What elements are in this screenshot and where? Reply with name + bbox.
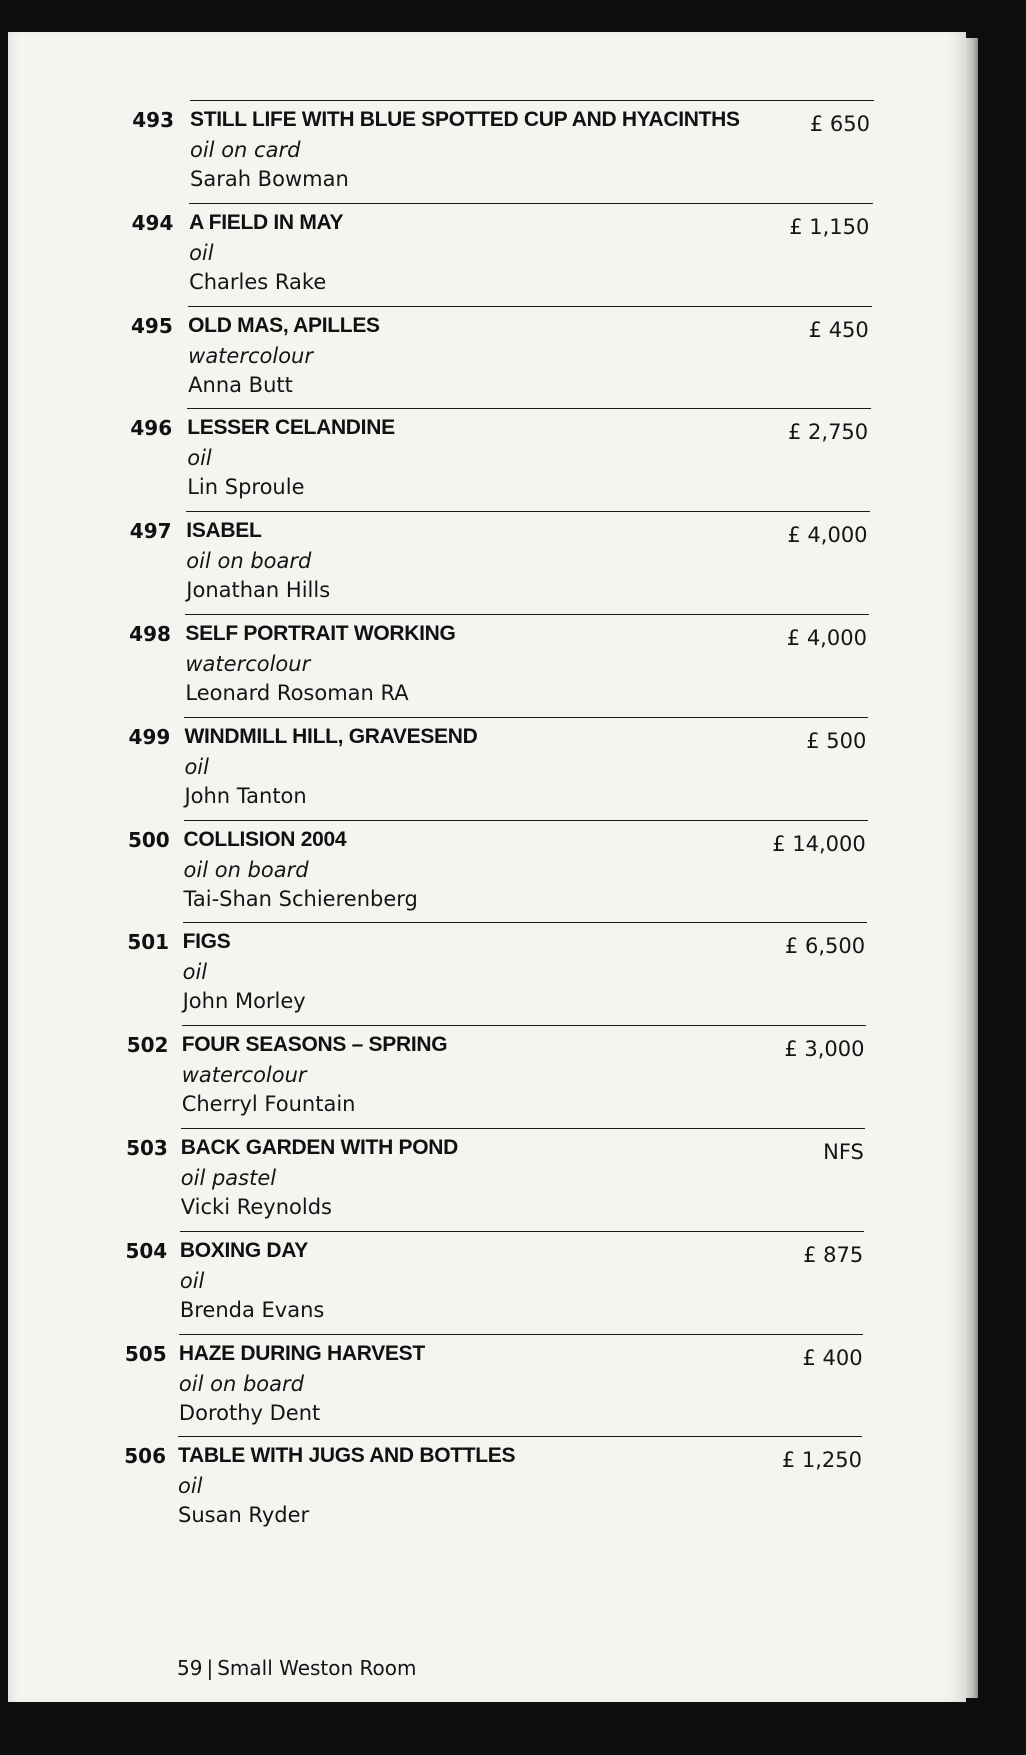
entry-medium: oil on board [186, 549, 312, 574]
entry-divider [187, 408, 871, 409]
entry-divider [185, 614, 869, 615]
entry-medium: oil [184, 754, 209, 779]
entry-divider [184, 717, 868, 718]
entry-artist: John Tanton [184, 783, 307, 808]
entry-artist: Charles Rake [189, 269, 327, 294]
entry-price: £ 3,000 [784, 1037, 865, 1062]
catalogue-entry [0, 1436, 1026, 1536]
entry-title: A FIELD IN MAY [189, 210, 344, 234]
entry-artist: Tai-Shan Schierenberg [183, 886, 418, 911]
entry-price: £ 875 [803, 1242, 864, 1267]
entry-number: 505 [124, 1341, 167, 1366]
entry-divider [188, 306, 872, 307]
entry-price: £ 400 [802, 1345, 863, 1370]
entry-divider [182, 1025, 866, 1026]
entry-title: HAZE DURING HARVEST [178, 1341, 425, 1365]
page-number: 59 [177, 1656, 203, 1680]
entry-number: 498 [129, 622, 171, 646]
entry-medium: oil on card [190, 138, 301, 162]
footer-separator: | [206, 1656, 214, 1680]
entry-divider [190, 100, 874, 101]
entry-title: LESSER CELANDINE [187, 416, 395, 440]
catalogue-entry [0, 511, 1026, 611]
entry-medium: oil [178, 1474, 203, 1499]
catalogue-entry [0, 1334, 1026, 1434]
entry-title: ISABEL [186, 519, 262, 543]
entry-price: £ 1,250 [781, 1448, 862, 1473]
entry-title: TABLE WITH JUGS AND BOTTLES [178, 1444, 516, 1468]
entry-divider [183, 922, 867, 923]
entry-divider [181, 1128, 865, 1129]
entry-number: 506 [124, 1444, 166, 1469]
entry-title: BOXING DAY [179, 1238, 308, 1262]
entry-number: 502 [126, 1033, 169, 1058]
catalogue-entry [0, 306, 1026, 406]
entry-number: 497 [129, 519, 172, 544]
entry-artist: Dorothy Dent [178, 1400, 321, 1425]
catalogue-entry [0, 203, 1026, 303]
entry-divider [180, 1231, 864, 1232]
entry-medium: oil on board [183, 857, 309, 882]
entry-artist: Brenda Evans [179, 1297, 325, 1322]
catalogue-entry [0, 408, 1026, 508]
entry-divider [178, 1436, 862, 1437]
entry-title: STILL LIFE WITH BLUE SPOTTED CUP AND HYACINTHS [190, 108, 740, 131]
entry-price: NFS [823, 1140, 864, 1164]
catalogue-entry [0, 717, 1026, 817]
entry-artist: Cherryl Fountain [181, 1092, 356, 1117]
entry-medium: oil [189, 240, 214, 265]
entry-price: £ 450 [808, 317, 869, 342]
entry-number: 495 [131, 313, 173, 338]
entry-artist: Susan Ryder [178, 1503, 310, 1528]
entry-title: COLLISION 2004 [183, 827, 347, 851]
entry-title: FOUR SEASONS – SPRING [181, 1033, 448, 1057]
entry-artist: Sarah Bowman [190, 167, 349, 191]
entry-title: WINDMILL HILL, GRAVESEND [184, 724, 478, 748]
entry-number: 496 [130, 416, 173, 441]
entry-price: £ 1,150 [789, 214, 870, 239]
entry-divider [179, 1334, 863, 1335]
entry-medium: oil [182, 960, 208, 985]
entry-number: 500 [127, 827, 170, 852]
entry-divider [186, 511, 870, 512]
entry-title: SELF PORTRAIT WORKING [185, 622, 456, 645]
entry-medium: oil on board [178, 1371, 304, 1396]
entry-title: OLD MAS, APILLES [188, 313, 380, 337]
catalogue-entry [0, 1128, 1026, 1228]
entry-number: 499 [128, 724, 171, 749]
entry-artist: Jonathan Hills [186, 578, 331, 603]
catalogue-entry [0, 100, 1026, 200]
entry-title: BACK GARDEN WITH POND [180, 1136, 458, 1159]
entry-price: £ 500 [806, 728, 867, 753]
entry-artist: Anna Butt [188, 372, 293, 397]
entry-number: 501 [127, 930, 170, 955]
catalogue-entry [0, 614, 1026, 714]
entry-artist: Leonard Rosoman RA [185, 681, 409, 705]
catalogue-entry [0, 922, 1026, 1022]
entry-price: £ 4,000 [787, 523, 868, 548]
catalogue-entry [0, 1025, 1026, 1125]
page-footer [177, 1656, 417, 1680]
entry-artist: Vicki Reynolds [180, 1195, 332, 1219]
entry-medium: oil pastel [180, 1166, 277, 1190]
entry-medium: oil [187, 446, 212, 471]
entry-price: £ 650 [809, 112, 870, 136]
entry-artist: Lin Sproule [187, 475, 305, 500]
catalogue-entry [0, 1231, 1026, 1331]
entry-artist: John Morley [182, 989, 306, 1014]
entry-number: 503 [126, 1136, 168, 1160]
entry-price: £ 14,000 [772, 831, 866, 856]
catalogue-entry [0, 820, 1026, 920]
entry-divider [184, 820, 868, 821]
entry-number: 494 [131, 210, 174, 235]
entry-medium: oil [179, 1268, 205, 1293]
entry-number: 504 [125, 1238, 168, 1263]
entry-medium: watercolour [188, 343, 313, 368]
entry-medium: watercolour [185, 652, 311, 676]
entry-price: £ 6,500 [784, 934, 866, 959]
entry-medium: watercolour [181, 1063, 307, 1088]
entry-title: FIGS [182, 930, 231, 954]
entry-price: £ 2,750 [788, 420, 869, 445]
entry-price: £ 4,000 [786, 626, 867, 650]
room-name: Small Weston Room [217, 1656, 417, 1680]
entry-number: 493 [132, 108, 174, 132]
entry-divider [189, 203, 873, 204]
